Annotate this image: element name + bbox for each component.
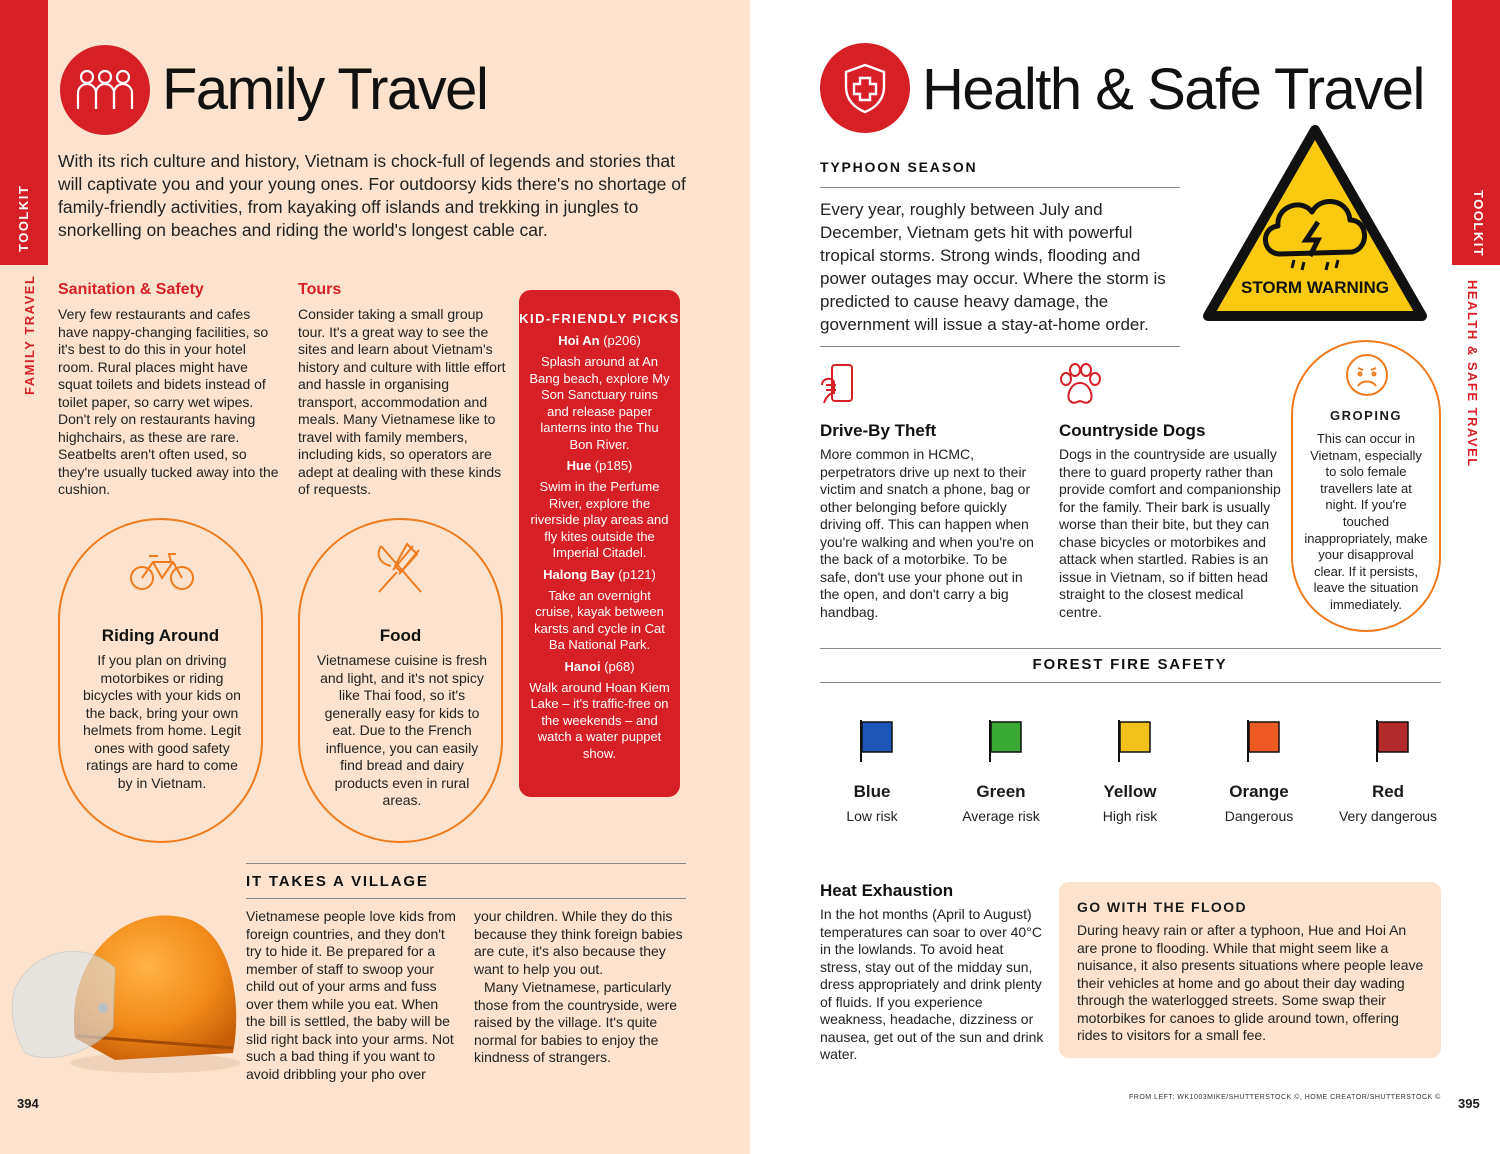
divider xyxy=(246,898,686,899)
toolkit-tab-label: TOOLKIT xyxy=(1471,190,1486,258)
tours-heading: Tours xyxy=(298,281,342,298)
section-side-label: HEALTH & SAFE TRAVEL xyxy=(1465,280,1480,468)
sanitation-body: Very few restaurants and cafes have nappy-changing facilities, so it's best to do this in your hotel room. Rural places might have squat toilets and bidets instead of toilet paper, so carry wet wipes. Don't rely on restaurants having highchairs, as these are rare. Seatbelts aren't often used, so they're usually tucked away into the cushion. xyxy=(58,306,279,497)
flood-heading: GO WITH THE FLOOD xyxy=(1077,899,1248,915)
sanitation-heading: Sanitation & Safety xyxy=(58,281,204,298)
flag-risk: Average risk xyxy=(962,808,1040,824)
groping-body: This can occur in Vietnam, especially to solo female travellers late at night. If you're touched inappropriately, make your disapproval clear. If it persists, leave the situation immediately. xyxy=(1304,431,1428,612)
divider xyxy=(820,682,1441,683)
food-body: Vietnamese cuisine is fresh and light, and it's not spicy like Thai food, so it's generally easy for kids to eat. Due to the French influence, you can easily find bread and dairy products even in rural areas. xyxy=(316,652,488,808)
flag-name: Red xyxy=(1371,782,1405,801)
helmet-image xyxy=(5,888,243,1088)
flag-icon xyxy=(1374,718,1412,764)
typhoon-heading: TYPHOON SEASON xyxy=(820,159,978,175)
divider xyxy=(820,648,1441,649)
typhoon-body: Every year, roughly between July and December, Vietnam gets hit with powerful tropical storms. Strong winds, flooding and power outages may occur. Where the storm is predicted to cause heavy damage, the government will issue a stay-at-home order. xyxy=(820,200,1166,334)
divider xyxy=(820,346,1180,347)
kid-pick-desc: Swim in the Perfume River, explore the riverside play areas and fly kites outside the Imperial Citadel. xyxy=(530,479,669,560)
village-heading: IT TAKES A VILLAGE xyxy=(246,873,429,890)
kid-pick-place: Hue (p185) xyxy=(566,458,633,473)
kid-picks-heading: KID-FRIENDLY PICKS xyxy=(519,311,680,326)
village-col1: Vietnamese people love kids from foreign countries, and they don't try to hide it. Be prepared for a member of staff to swoop your child out of your arms and fuss over them while you eat. When the bill is settled, the baby will be slid right back into your arms. Not such a bad thing if you want to avoid dribbling your pho over xyxy=(246,908,456,1082)
photo-credit: FROM LEFT: WK1003MIKE/SHUTTERSTOCK ©, HOME CREATOR/SHUTTERSTOCK © xyxy=(1129,1094,1441,1101)
groping-capsule xyxy=(1291,340,1441,632)
flood-box xyxy=(1059,882,1441,1058)
paw-icon xyxy=(1058,363,1102,407)
forest-fire-heading: FOREST FIRE SAFETY xyxy=(1032,656,1228,673)
kid-pick-place: Halong Bay (p121) xyxy=(543,566,656,582)
heat-body: In the hot months (April to August) temperatures can soar to over 40°C in the lowlands. To avoid heat stress, stay out of the midday sun, dress appropriately and drink plenty of fluids. If you experience weakness, headache, dizziness or nausea, get out of the sun and drink water. xyxy=(820,906,1044,1062)
flag-risk: Dangerous xyxy=(1224,808,1294,824)
page-number: 395 xyxy=(1458,1096,1480,1111)
page-title: Health & Safe Travel xyxy=(922,57,1424,122)
storm-warning-label: STORM WARNING xyxy=(1241,278,1389,297)
fork-knife-icon xyxy=(373,542,429,598)
flag-icon xyxy=(858,718,896,764)
flag-icon xyxy=(987,718,1025,764)
storm-warning-sign xyxy=(1202,124,1428,326)
groping-heading: GROPING xyxy=(1330,408,1402,423)
flood-body: During heavy rain or after a typhoon, Hue and Hoi An are prone to flooding. While that might seem like a nuisance, it also presents situations where people leave their vehicles at home and go about their day wading through the waterlogged streets. Some swap their motorbikes for canoes to glide around town, offering rides to visitors for a small fee. xyxy=(1077,922,1424,1043)
village-col2a: your children. While they do this because they think foreign babies are cute, it's also because they want to help you out. xyxy=(474,908,683,977)
medical-shield-icon xyxy=(820,43,910,133)
village-col2b: Many Vietnamese, particularly those from the countryside, were raised by the village. It's quite normal for babies to enjoy the kindness of strangers. xyxy=(474,979,678,1065)
kid-pick-place: Hanoi (p68) xyxy=(564,658,635,674)
kid-pick-place: Hoi An (p206) xyxy=(558,333,641,348)
riding-heading: Riding Around xyxy=(101,626,220,645)
page-title: Family Travel xyxy=(162,57,488,122)
flag-icon xyxy=(1116,718,1154,764)
kid-pick-desc: Take an overnight cruise, kayak between karsts and cycle in Cat Ba National Park. xyxy=(534,587,665,652)
section-side-label: FAMILY TRAVEL xyxy=(22,274,37,395)
riding-body: If you plan on driving motorbikes or riding bicycles with your kids on the back, bring your own helmets from home. Legit ones with good safety ratings are hard to come by in Vietnam. xyxy=(83,652,241,791)
heat-heading: Heat Exhaustion xyxy=(820,881,954,900)
frown-face-icon xyxy=(1344,352,1390,398)
family-icon xyxy=(60,45,150,135)
dogs-heading: Countryside Dogs xyxy=(1059,421,1206,440)
flag-name: Yellow xyxy=(1103,782,1157,801)
kid-pick-desc: Splash around at An Bang beach, explore My Son Sanctuary ruins and release paper lanterns into the Thu Bon River. xyxy=(529,354,670,452)
flag-name: Blue xyxy=(853,782,891,801)
flag-name: Green xyxy=(976,782,1026,801)
theft-body: More common in HCMC, perpetrators drive up next to their victim and snatch a phone, bag or other belonging before quickly driving off. This can happen when you're walking and when you're on the back of a motorbike. To be safe, don't use your phone out in the open, and don't carry a big handbag. xyxy=(820,446,1034,620)
flag-name: Orange xyxy=(1229,782,1289,801)
flag-risk: Very dangerous xyxy=(1338,808,1438,824)
food-heading: Food xyxy=(379,626,422,645)
riding-capsule xyxy=(58,518,263,843)
toolkit-tab-label: TOOLKIT xyxy=(16,184,31,252)
bicycle-icon xyxy=(129,550,195,592)
theft-heading: Drive-By Theft xyxy=(820,421,937,440)
dogs-body: Dogs in the countryside are usually there to guard property rather than provide comfort and companionship for the family. Their bark is usually worse than their bite, but they can chase bicycles or motorbikes and attack when startled. Rabies is an issue in Vietnam, so if bitten head straight to the closest medical centre. xyxy=(1059,446,1281,620)
divider xyxy=(246,863,686,864)
flag-icon xyxy=(1245,718,1283,764)
food-capsule xyxy=(298,518,503,843)
divider xyxy=(820,187,1180,188)
right-page xyxy=(750,0,1500,1154)
flag-risk: Low risk xyxy=(846,808,898,824)
kid-friendly-picks xyxy=(519,290,680,797)
intro-text: With its rich culture and history, Vietnam is chock-full of legends and stories that will captivate you and your young ones. For outdoorsy kids there's no shortage of family-friendly activities, from kayaking off islands and trekking in jungles to snorkelling on beaches and riding the world's longest cable car. xyxy=(58,151,686,240)
page-number: 394 xyxy=(17,1096,39,1111)
flag-risk: High risk xyxy=(1102,808,1158,824)
tours-body: Consider taking a small group tour. It's a great way to see the sites and learn about Vietnam's history and culture with little effort and hassle in organising transport, accommodation and meals. Many Vietnamese like to travel with family members, including kids, so operators are adept at dealing with these kinds of requests. xyxy=(298,306,506,497)
phone-hand-icon xyxy=(820,363,862,407)
kid-pick-desc: Walk around Hoan Kiem Lake – it's traffic-free on the weekends – and watch a water puppet show. xyxy=(529,679,670,761)
